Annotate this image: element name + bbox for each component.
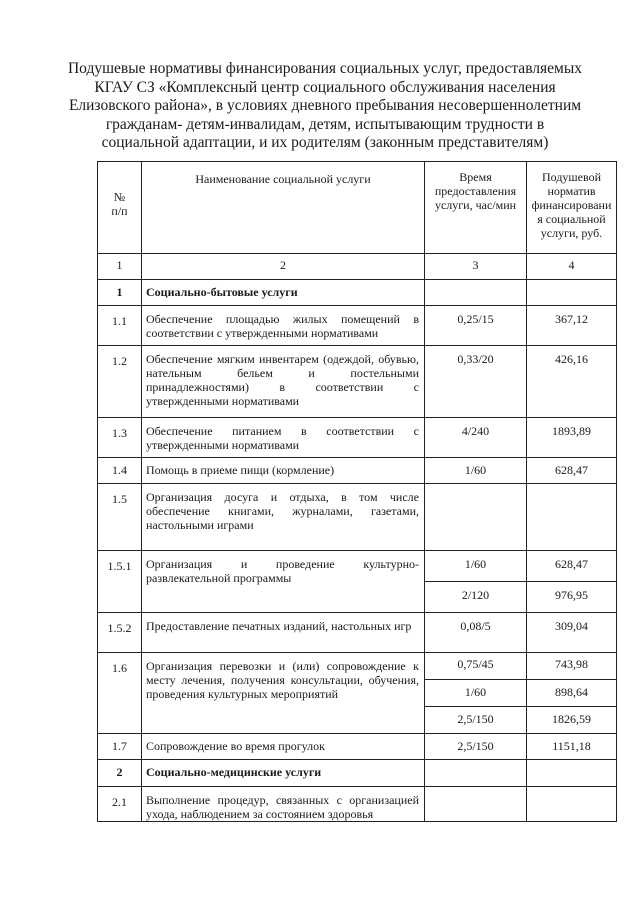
header-name-text: Наименование социальной услуги <box>195 172 371 186</box>
table-row <box>98 418 617 458</box>
row-name: Предоставление печатных изданий, настольных игр <box>142 613 425 653</box>
row-cost <box>527 760 617 787</box>
row-name: Обеспечение площадью жилых помещений в соответствии с утвержденными нормативами <box>142 306 425 346</box>
table-row <box>98 734 617 760</box>
row-cost: 1826,59 <box>527 707 617 734</box>
row-name: Выполнение процедур, связанных с организацией ухода, наблюдением за состоянием здоровья <box>142 787 425 822</box>
row-name: Организация перевозки и (или) сопровождение к месту лечения, получения консультации, обучения, проведения культурных мероприятий <box>142 653 425 734</box>
row-time: 1/60 <box>425 551 527 582</box>
row-num: 2 <box>98 760 142 787</box>
row-cost <box>527 787 617 822</box>
row-time: 0,25/15 <box>425 306 527 346</box>
row-cost: 1151,18 <box>527 734 617 760</box>
header-num <box>98 162 142 254</box>
row-name: Социально-медицинские услуги <box>142 760 425 787</box>
row-cost <box>527 484 617 551</box>
row-time <box>425 787 527 822</box>
title-line: Подушевые нормативы финансирования социальных услуг, предоставляемых <box>67 60 583 77</box>
row-cost: 976,95 <box>527 582 617 613</box>
table-row <box>98 280 617 306</box>
row-name: Помощь в приеме пищи (кормление) <box>142 458 425 484</box>
header-cost <box>527 162 617 254</box>
table-row <box>98 484 617 551</box>
row-num: 1.5 <box>98 484 142 551</box>
row-num: 2.1 <box>98 787 142 822</box>
row-time: 0,33/20 <box>425 346 527 418</box>
row-cost: 628,47 <box>527 551 617 582</box>
table-row <box>98 787 617 822</box>
row-cost: 743,98 <box>527 653 617 680</box>
header-name <box>142 162 425 254</box>
table-row <box>98 760 617 787</box>
row-num: 1 <box>98 280 142 306</box>
row-time: 0,75/45 <box>425 653 527 680</box>
row-num: 1.5.1 <box>98 551 142 613</box>
row-num: 1.6 <box>98 653 142 734</box>
row-name: Обеспечение мягким инвентарем (одеждой, обувью, нательным бельем и постельными принадлежностями) в соответствии с утвержденными нормативами <box>142 346 425 418</box>
row-time <box>425 760 527 787</box>
row-cost: 1893,89 <box>527 418 617 458</box>
row-cost: 426,16 <box>527 346 617 418</box>
row-name: Сопровождение во время прогулок <box>142 734 425 760</box>
row-name: Организация досуга и отдыха, в том числе обеспечение книгами, журналами, газетами, настольными играми <box>142 484 425 551</box>
table-header-row <box>98 162 617 254</box>
row-cost: 628,47 <box>527 458 617 484</box>
row-time: 0,08/5 <box>425 613 527 653</box>
row-time <box>425 280 527 306</box>
table-row <box>98 458 617 484</box>
column-number: 1 <box>98 254 142 280</box>
row-num: 1.2 <box>98 346 142 418</box>
row-cost: 898,64 <box>527 680 617 707</box>
row-time: 1/60 <box>425 458 527 484</box>
row-cost <box>527 280 617 306</box>
table-row <box>98 346 617 418</box>
header-time <box>425 162 527 254</box>
row-time: 2/120 <box>425 582 527 613</box>
title-line: гражданам- детям-инвалидам, детям, испытывающим трудности в <box>105 115 545 133</box>
row-num: 1.1 <box>98 306 142 346</box>
row-time: 2,5/150 <box>425 734 527 760</box>
table-row <box>98 653 617 680</box>
document-title <box>60 60 590 153</box>
table-row <box>98 551 617 582</box>
norms-table <box>97 161 617 822</box>
title-line: КГАУ СЗ «Комплексный центр социального обслуживания населения <box>94 78 556 96</box>
table-row <box>98 613 617 653</box>
row-time: 2,5/150 <box>425 707 527 734</box>
table-row <box>98 306 617 346</box>
row-num: 1.5.2 <box>98 613 142 653</box>
row-num: 1.7 <box>98 734 142 760</box>
row-time <box>425 484 527 551</box>
row-name: Организация и проведение культурно-развлекательной программы <box>142 551 425 613</box>
row-cost: 367,12 <box>527 306 617 346</box>
row-name: Обеспечение питанием в соответствии с утвержденными нормативами <box>142 418 425 458</box>
header-num-text: № п/п <box>111 190 128 218</box>
row-num: 1.4 <box>98 458 142 484</box>
header-cost-text: Подушевой норматив финансировани я социальной услуги, руб. <box>531 170 612 240</box>
row-time: 4/240 <box>425 418 527 458</box>
title-line: социальной адаптации, и их родителям (законным представителям) <box>101 134 549 151</box>
column-number: 4 <box>527 254 617 280</box>
header-time-text: Время предоставления услуги, час/мин <box>434 170 517 212</box>
title-line: Елизовского района», в условиях дневного пребывания несовершеннолетним <box>68 97 582 114</box>
column-number-row <box>98 254 617 280</box>
row-time: 1/60 <box>425 680 527 707</box>
row-num: 1.3 <box>98 418 142 458</box>
row-name: Социально-бытовые услуги <box>142 280 425 306</box>
column-number: 2 <box>142 254 425 280</box>
column-number: 3 <box>425 254 527 280</box>
row-cost: 309,04 <box>527 613 617 653</box>
